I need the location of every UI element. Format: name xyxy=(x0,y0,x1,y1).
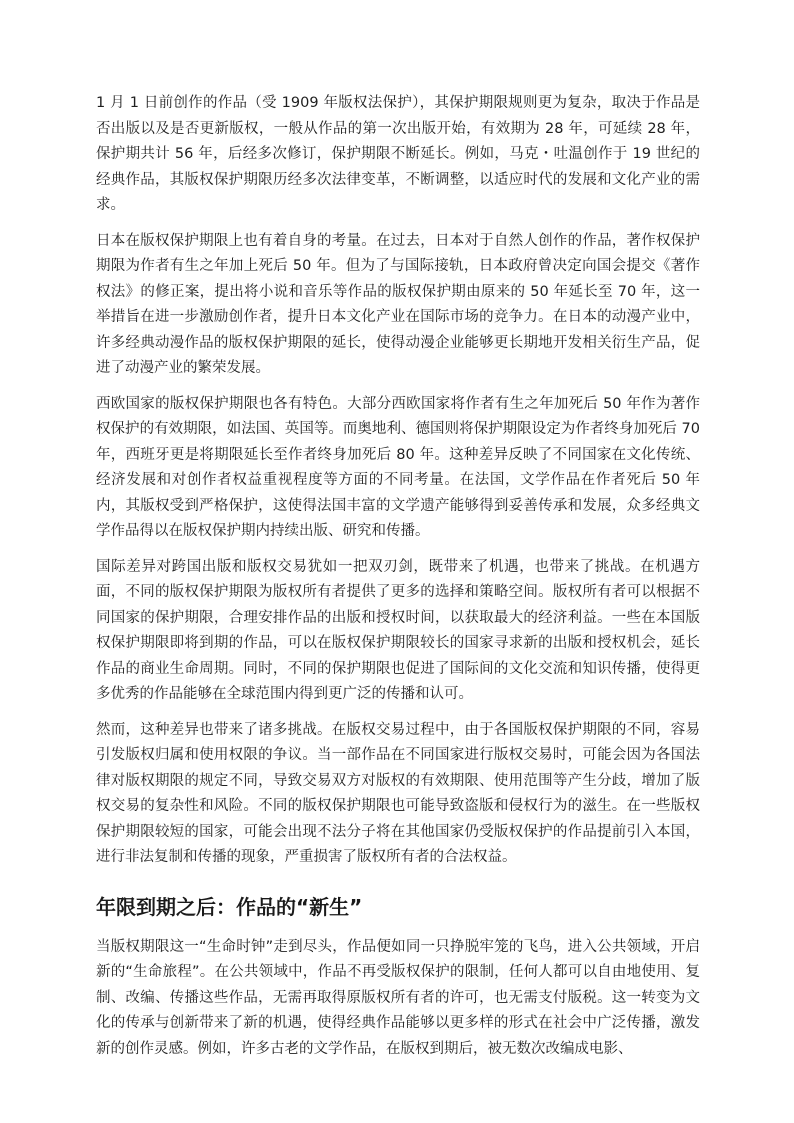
paragraph-japan-copyright: 日本在版权保护期限上也有着自身的考量。在过去，日本对于自然人创作的作品，著作权保护期限为作者有生之年加上死后 50 年。但为了与国际接轨，日本政府曾决定向国会提交《著作权法》的修正案，提出将小说和音乐等作品的版权保护期由原来的 50 年延长至 70 年，这一举措旨在进一步激励创作者，提升日本文化产业在国际市场的竞争力。在日本的动漫产业中，许多经典动漫作品的版权保护期限的延长，使得动漫企业能够更长期地开发相关衍生产品，促进了动漫产业的繁荣发展。 xyxy=(96,232,700,376)
paragraph-us-copyright-history: 1 月 1 日前创作的作品（受 1909 年版权法保护），其保护期限规则更为复杂，取决于作品是否出版以及是否更新版权，一般从作品的第一次出版开始，有效期为 28 年，可延续 28 年，保护期共计 56 年，后经多次修订，保护期限不断延长。例如，马克・吐温创作于 19 世纪的经典作品，其版权保护期限历经多次法律变革，不断调整，以适应时代的发展和文化产业的需求。 xyxy=(96,95,700,213)
document-page xyxy=(96,91,700,1072)
paragraph-international-opportunities: 国际差异对跨国出版和版权交易犹如一把双刃剑，既带来了机遇，也带来了挑战。在机遇方面，不同的版权保护期限为版权所有者提供了更多的选择和策略空间。版权所有者可以根据不同国家的保护期限，合理安排作品的出版和授权时间，以获取最大的经济利益。一些在本国版权保护期限即将到期的作品，可以在版权保护期限较长的国家寻求新的出版和授权机会，延长作品的商业生命周期。同时，不同的保护期限也促进了国际间的文化交流和知识传播，使得更多优秀的作品能够在全球范围内得到更广泛的传播和认可。 xyxy=(96,558,700,702)
section-heading: 年限到期之后：作品的“新生” xyxy=(96,894,363,919)
paragraph-western-europe-copyright: 西欧国家的版权保护期限也各有特色。大部分西欧国家将作者有生之年加死后 50 年作为著作权保护的有效期限，如法国、英国等。而奥地利、德国则将保护期限设定为作者终身加死后 70 年，西班牙更是将期限延长至作者终身加死后 80 年。这种差异反映了不同国家在文化传统、经济发展和对创作者权益重视程度等方面的不同考量。在法国，文学作品在作者死后 50 年内，其版权受到严格保护，这使得法国丰富的文学遗产能够得到妥善传承和发展，众多经典文学作品得以在版权保护期内持续出版、研究和传播。 xyxy=(96,395,700,539)
paragraph-public-domain: 当版权期限这一“生命时钟”走到尽头，作品便如同一只挣脱牢笼的飞鸟，进入公共领域，开启新的“生命旅程”。在公共领域中，作品不再受版权保护的限制，任何人都可以自由地使用、复制、改编、传播这些作品，无需再取得原版权所有者的许可，也无需支付版税。这一转变为文化的传承与创新带来了新的机遇，使得经典作品能够以更多样的形式在社会中广泛传播，激发新的创作灵感。例如，许多古老的文学作品，在版权到期后，被无数次改编成电影、 xyxy=(96,938,700,1057)
paragraph-international-challenges: 然而，这种差异也带来了诸多挑战。在版权交易过程中，由于各国版权保护期限的不同，容易引发版权归属和使用权限的争议。当一部作品在不同国家进行版权交易时，可能会因为各国法律对版权期限的规定不同，导致交易双方对版权的有效期限、使用范围等产生分歧，增加了版权交易的复杂性和风险。不同的版权保护期限也可能导致盗版和侵权行为的滋生。在一些版权保护期限较短的国家，可能会出现不法分子将在其他国家仍受版权保护的作品提前引入本国，进行非法复制和传播的现象，严重损害了版权所有者的合法权益。 xyxy=(96,721,700,865)
